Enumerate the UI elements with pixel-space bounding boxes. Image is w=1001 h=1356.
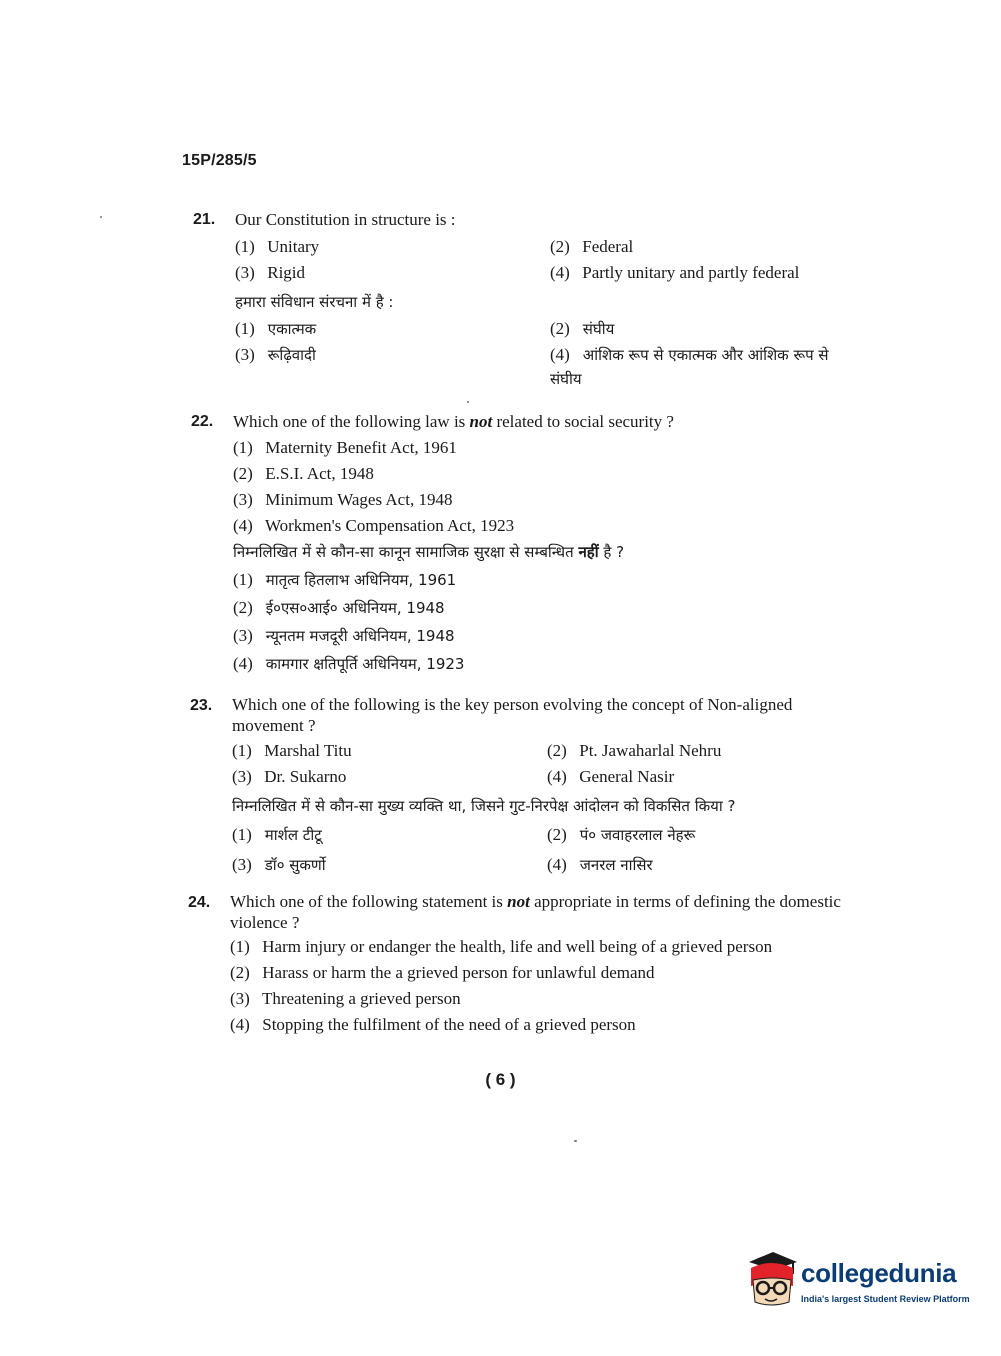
question-22 xyxy=(191,410,871,680)
option-4: (4) General Nasir xyxy=(547,767,675,786)
option-3: (3) रूढ़िवादी xyxy=(235,345,316,364)
option-2: (2) संघीय xyxy=(550,319,615,338)
option-1: (1) Marshal Titu xyxy=(232,741,352,760)
scan-speck xyxy=(574,1140,577,1142)
option-1: (1) एकात्मक xyxy=(235,319,317,338)
question-21 xyxy=(193,208,873,396)
option-2: (2) पं० जवाहरलाल नेहरू xyxy=(547,825,696,844)
option-4: (4) Workmen's Compensation Act, 1923 xyxy=(233,516,515,535)
option-2: (2) ई०एस०आई० अधिनियम, 1948 xyxy=(233,598,445,617)
collegedunia-logo xyxy=(743,1248,973,1318)
option-2: (2) Pt. Jawaharlal Nehru xyxy=(547,741,722,760)
question-number: 23. xyxy=(190,697,213,714)
brand-name: collegedunia xyxy=(801,1258,957,1288)
mascot-icon xyxy=(743,1250,799,1308)
option-2: (2) Harass or harm the a grieved person for unlawful demand xyxy=(230,963,655,982)
option-3: (3) Rigid xyxy=(235,263,306,282)
option-4: (4) आंशिक रूप से एकात्मक और आंशिक रूप से संघीय xyxy=(550,345,829,388)
option-4: (4) कामगार क्षतिपूर्ति अधिनियम, 1923 xyxy=(233,654,465,673)
options-hi xyxy=(235,316,873,392)
option-3: (3) डॉ० सुकर्णो xyxy=(232,855,326,874)
question-stem-en: Our Constitution in structure is : xyxy=(235,210,456,229)
option-4: (4) Stopping the fulfilment of the need of a grieved person xyxy=(230,1015,636,1034)
option-3: (3) Dr. Sukarno xyxy=(232,767,347,786)
options-en xyxy=(232,738,850,790)
option-3: (3) Threatening a grieved person xyxy=(230,989,461,1008)
question-stem-en: Which one of the following is the key person evolving the concept of Non-aligned movement ? xyxy=(232,695,793,735)
paper-code: 15P/285/5 xyxy=(182,152,257,169)
question-number: 22. xyxy=(191,413,214,430)
scan-speck xyxy=(467,401,469,403)
option-2: (2) E.S.I. Act, 1948 xyxy=(233,464,374,483)
options-en xyxy=(235,234,873,286)
question-stem-en: Which one of the following law is not related to social security ? xyxy=(233,412,674,431)
scan-speck xyxy=(100,216,102,218)
options-en xyxy=(230,935,853,1037)
question-stem-en: Which one of the following statement is not appropriate in terms of defining the domestic violence ? xyxy=(230,892,841,932)
question-stem-hi: निम्नलिखित में से कौन-सा कानून सामाजिक सुरक्षा से सम्बन्धित नहीं है ? xyxy=(233,543,625,561)
option-1: (1) Harm injury or endanger the health, life and well being of a grieved person xyxy=(230,937,773,956)
option-3: (3) न्यूनतम मजदूरी अधिनियम, 1948 xyxy=(233,626,455,645)
options-en xyxy=(233,436,871,538)
option-2: (2) Federal xyxy=(550,237,634,256)
question-number: 21. xyxy=(193,211,216,228)
question-number: 24. xyxy=(188,894,211,911)
option-1: (1) मातृत्व हितलाभ अधिनियम, 1961 xyxy=(233,570,457,589)
question-stem-hi: हमारा संविधान संरचना में है : xyxy=(235,293,394,311)
option-4: (4) Partly unitary and partly federal xyxy=(550,263,800,282)
page-number: ( 6 ) xyxy=(485,1070,516,1089)
option-1: (1) Unitary xyxy=(235,237,320,256)
option-3: (3) Minimum Wages Act, 1948 xyxy=(233,490,453,509)
option-4: (4) जनरल नासिर xyxy=(547,855,653,874)
option-1: (1) मार्शल टीटू xyxy=(232,825,322,844)
question-24 xyxy=(188,891,853,1039)
options-hi xyxy=(233,568,871,676)
options-hi xyxy=(232,820,850,880)
question-stem-hi: निम्नलिखित में से कौन-सा मुख्य व्यक्ति था, जिसने गुट-निरपेक्ष आंदोलन को विकसित किया ? xyxy=(232,797,736,815)
option-1: (1) Maternity Benefit Act, 1961 xyxy=(233,438,457,457)
brand-tagline: India's largest Student Review Platform xyxy=(801,1294,970,1304)
question-23 xyxy=(190,694,850,884)
